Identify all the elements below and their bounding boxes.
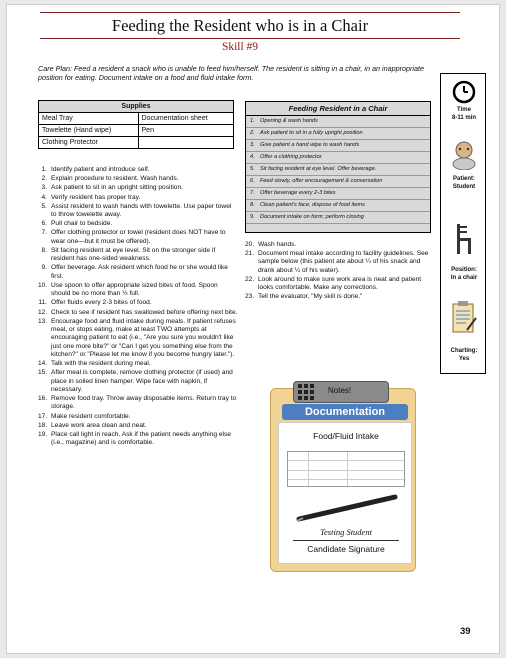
step-text: Sit facing resident at eye level. Sit on the stronger side if resident has one-sided weakness.: [51, 246, 216, 263]
step-number: 15.: [38, 369, 48, 377]
item-number: 9.: [250, 214, 255, 220]
item-text: Offer beverage every 2-3 bites: [260, 190, 336, 196]
step-number: 6.: [41, 220, 47, 228]
item-text: Offer a clothing protector: [260, 154, 322, 160]
title-rule-top: [40, 12, 460, 13]
page-title: Feeding the Resident who is in a Chair: [111, 16, 369, 35]
list-item: [38, 166, 238, 174]
patient-value: Student: [452, 184, 476, 190]
item-text: Feed slowly, offer encouragement & conversation: [260, 178, 383, 184]
list-item: [245, 250, 437, 275]
step-number: 3.: [41, 184, 47, 192]
intake-form-title: Food/Fluid Intake: [313, 431, 379, 441]
step-number: 16.: [38, 395, 48, 403]
charting-value: Yes: [458, 356, 470, 362]
step-number: 14.: [38, 360, 48, 368]
supply-item: Meal Tray: [39, 113, 139, 125]
feeding-summary-item: [246, 212, 430, 224]
supply-item: Pen: [138, 125, 233, 137]
step-text: Place call light in reach. Ask if the patient needs anything else (i.e., magazine) and is comfortable.: [51, 430, 231, 447]
charting-label: Charting:: [450, 348, 478, 354]
time-label: Time: [457, 107, 471, 113]
signature-caption: Candidate Signature: [307, 544, 385, 554]
step-text: Assist resident to wash hands with towelette. Use paper towel to throw towelette away.: [51, 202, 232, 219]
step-text: Check to see if resident has swallowed before offering next bite.: [51, 308, 238, 316]
list-item: [38, 413, 238, 421]
item-text: Clean patient's face, dispose of food items: [260, 202, 365, 208]
list-item: [38, 369, 238, 394]
step-text: Document meal intake according to facility guidelines. See sample below (this patient ate about ¼ of his snack and drank about ¼ of his water).: [258, 250, 429, 274]
step-text: Explain procedure to resident. Wash hands.: [51, 175, 179, 183]
step-text: Encourage food and fluid intake during meals. If patient refuses meal, or stops eating, make at least TWO attempts at encouraging patient to eat (i.e., "Are you sure you wouldn't like just one more bite?" or "Can I get you something else from the kitchen?" or "Please let me know if you become hungry later.").: [51, 317, 236, 358]
item-number: 2.: [250, 130, 255, 136]
title-rule-bottom: [40, 38, 460, 39]
list-item: [38, 229, 238, 246]
step-text: Use spoon to offer appropriate sized bites of food. Spoon should be no more than ½ full.: [51, 281, 218, 298]
supply-item: [138, 137, 233, 149]
table-row: [39, 113, 234, 125]
step-number: 23.: [245, 293, 255, 301]
list-item: [245, 276, 437, 293]
pen-icon: [295, 493, 403, 523]
table-row: [39, 137, 234, 149]
step-text: Remove food tray. Throw away disposable items. Return tray to storage.: [51, 395, 237, 411]
step-text: Tell the evaluator, "My skill is done.": [258, 293, 363, 301]
item-text: Give patient a hand wipe to wash hands: [260, 142, 360, 148]
chair-icon: [454, 222, 474, 256]
step-number: 10.: [38, 281, 48, 289]
item-text: Opening & wash hands: [260, 118, 318, 124]
clock-icon: [452, 80, 476, 104]
list-item: [38, 194, 238, 202]
item-number: 7.: [250, 190, 255, 196]
feeding-summary-item: [246, 152, 430, 164]
step-number: 17.: [38, 412, 48, 420]
feeding-summary-box: [245, 101, 431, 233]
list-item: [38, 282, 238, 299]
step-text: Identify patient and introduce self.: [51, 166, 150, 173]
feeding-summary-item: [246, 188, 430, 200]
item-number: 6.: [250, 178, 255, 184]
signature-line: [293, 540, 399, 541]
info-sidebar: [440, 73, 486, 374]
list-item: [38, 395, 238, 412]
intake-form-grid: [287, 451, 405, 487]
step-text: Offer beverage. Ask resident which food he or she would like first.: [51, 264, 228, 280]
step-number: 20.: [245, 241, 255, 248]
step-number: 8.: [41, 246, 47, 254]
steps-list-left: [38, 166, 238, 448]
item-number: 3.: [250, 142, 255, 148]
list-item: [38, 175, 238, 183]
list-item: [245, 241, 437, 249]
feeding-summary-header: Feeding Resident in a Chair: [246, 102, 430, 116]
item-text: Ask patient to sit in a fully upright position: [260, 130, 363, 136]
item-number: 8.: [250, 202, 255, 208]
page-number: 39: [460, 626, 471, 637]
list-item: [38, 309, 238, 317]
feeding-summary-item: [246, 128, 430, 140]
list-item: [38, 431, 238, 448]
supply-item: Clothing Protector: [39, 137, 139, 149]
step-number: 9.: [41, 264, 47, 272]
step-text: Ask patient to sit in an upright sitting position.: [51, 184, 183, 192]
step-text: Offer fluids every 2-3 bites of food.: [51, 299, 152, 307]
item-number: 5.: [250, 166, 255, 172]
step-number: 19.: [38, 430, 48, 438]
list-item: [38, 422, 238, 430]
skill-number: Skill #9: [221, 41, 259, 53]
list-item: [38, 299, 238, 307]
time-value: 8-11 min: [451, 115, 476, 121]
step-text: Offer clothing protector or towel (resident does NOT have to wear one—but it must be offered).: [51, 229, 226, 245]
step-text: Talk with the resident during meal.: [51, 360, 151, 368]
step-number: 21.: [245, 250, 255, 258]
item-number: 1.: [250, 118, 255, 124]
step-number: 13.: [38, 317, 48, 325]
list-item: [38, 184, 238, 192]
documentation-banner: Documentation: [282, 404, 408, 420]
step-text: Pull chair to bedside.: [51, 220, 113, 228]
step-number: 5.: [41, 202, 47, 210]
step-number: 11.: [38, 299, 47, 307]
step-text: Make resident comfortable.: [51, 412, 131, 420]
intake-form-paper: [278, 422, 412, 564]
item-text: Sit facing resident at eye level. Offer beverage.: [260, 166, 377, 172]
list-item: [38, 360, 238, 368]
step-number: 12.: [38, 308, 48, 316]
steps-list-right: [245, 241, 437, 303]
step-number: 18.: [38, 421, 48, 429]
keypad-icon: [298, 384, 316, 400]
step-text: Leave work area clean and neat.: [51, 421, 147, 429]
step-number: 7.: [41, 229, 47, 237]
step-number: 4.: [41, 193, 47, 201]
supply-item: Towelette (Hand wipe): [39, 125, 139, 137]
step-number: 1.: [41, 166, 47, 173]
feeding-summary-item: [246, 116, 430, 128]
step-text: Look around to make sure work area is neat and patient looks comfortable. Make any corrections.: [258, 275, 422, 292]
item-text: Document intake on form; perform closing: [260, 214, 364, 220]
signature-text: Testing Student: [320, 527, 372, 537]
table-row: [39, 125, 234, 137]
list-item: [38, 203, 238, 220]
care-plan: Care Plan: Feed a resident a snack who is unable to feed him/herself. The resident is sitting in a chair, in an inappropriate position for eating. Document intake on a food and fluid intake form.: [38, 64, 424, 82]
list-item: [38, 247, 238, 264]
feeding-summary-item: [246, 176, 430, 188]
list-item: [38, 318, 238, 359]
supplies-header: Supplies: [39, 101, 234, 113]
step-text: Verify resident has proper tray.: [51, 193, 141, 201]
list-item: [38, 220, 238, 228]
patient-icon: [450, 140, 478, 170]
chart-clipboard-icon: [451, 300, 477, 334]
list-item: [245, 293, 437, 301]
step-number: 2.: [41, 175, 47, 183]
feeding-summary-item: [246, 200, 430, 212]
feeding-summary-item: [246, 140, 430, 152]
supply-item: Documentation sheet: [138, 113, 233, 125]
step-text: After meal is complete, remove clothing protector (if used) and place in soiled linen hamper. Wipe face with napkin, if necessary.: [51, 369, 233, 393]
notes-label: Notes!: [328, 386, 352, 395]
step-number: 22.: [245, 275, 255, 283]
item-number: 4.: [250, 154, 255, 160]
patient-label: Patient:: [452, 176, 475, 182]
feeding-summary-item: [246, 164, 430, 176]
position-label: Position:: [451, 267, 477, 273]
list-item: [38, 264, 238, 281]
position-value: In a chair: [450, 275, 478, 281]
supplies-table: [38, 100, 234, 149]
step-text: Wash hands.: [258, 241, 297, 248]
